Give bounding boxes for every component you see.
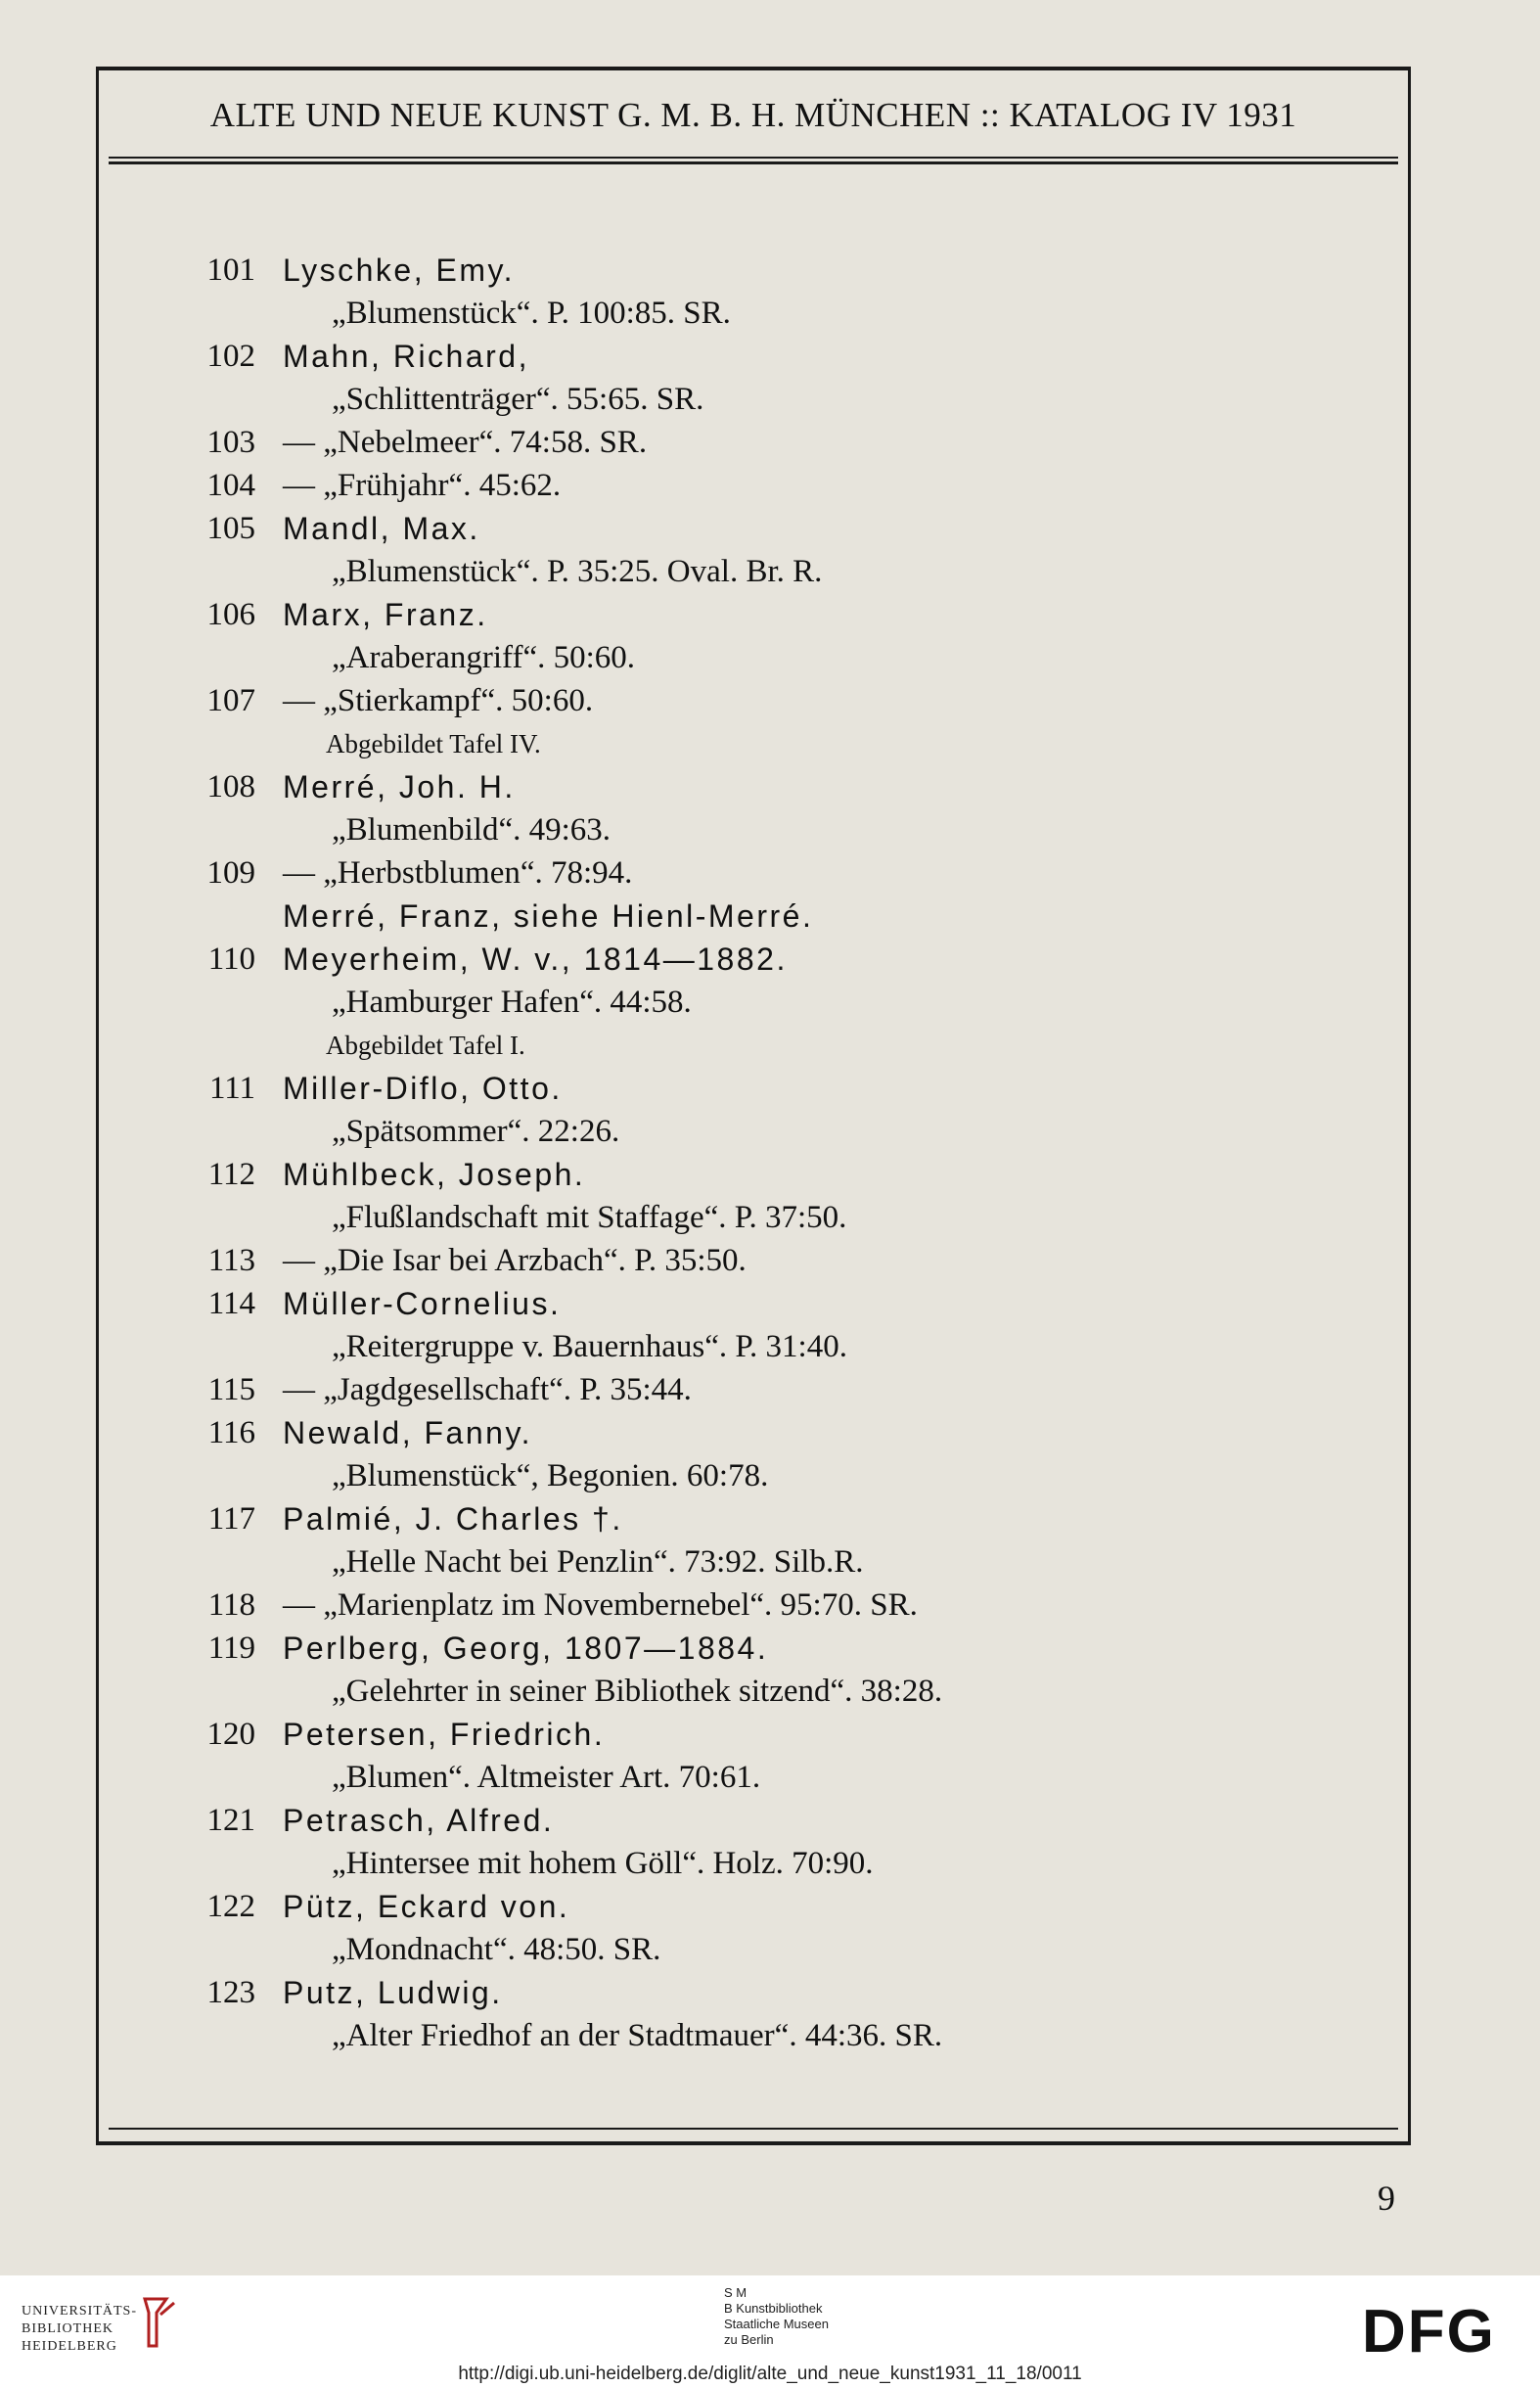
catalog-line bbox=[189, 1239, 1343, 1282]
artist-name: Petrasch, Alfred. bbox=[283, 1803, 555, 1838]
artwork-title: „Hintersee mit hohem Göll“. Holz. 70:90. bbox=[332, 1846, 874, 1881]
catalog-line bbox=[189, 1540, 1343, 1584]
source-url-link[interactable]: http://digi.ub.uni-heidelberg.de/diglit/alte_und_neue_kunst1931_11_18/0011 bbox=[458, 2364, 1082, 2384]
artwork-title: „Gelehrter in seiner Bibliothek sitzend“. 38:28. bbox=[332, 1674, 943, 1709]
catalog-line bbox=[189, 938, 1343, 981]
lot-number: 117 bbox=[207, 1501, 255, 1537]
catalog-line bbox=[189, 1110, 1343, 1153]
university-line: HEIDELBERG bbox=[22, 2339, 117, 2354]
catalog-line bbox=[189, 1842, 1343, 1885]
catalog-line bbox=[189, 1756, 1343, 1799]
page-number: 9 bbox=[1378, 2179, 1395, 2218]
catalog-line bbox=[189, 1670, 1343, 1713]
university-library-label bbox=[22, 2303, 137, 2356]
artwork-title: — „Marienplatz im Novembernebel“. 95:70. SR. bbox=[283, 1587, 918, 1623]
lot-number: 103 bbox=[206, 425, 255, 460]
artist-name: Lyschke, Emy. bbox=[283, 253, 515, 288]
catalog-line bbox=[189, 421, 1343, 464]
catalog-line bbox=[189, 1153, 1343, 1196]
lot-number: 115 bbox=[207, 1372, 255, 1407]
catalog-line bbox=[189, 1196, 1343, 1239]
artist-name: Mühlbeck, Joseph. bbox=[283, 1157, 586, 1192]
lot-number: 121 bbox=[206, 1803, 255, 1838]
lot-number: 106 bbox=[206, 597, 255, 632]
artwork-title: „Schlittenträger“. 55:65. SR. bbox=[332, 382, 704, 417]
lot-number: 116 bbox=[207, 1415, 255, 1450]
catalog-line bbox=[189, 1454, 1343, 1497]
digitization-footer bbox=[0, 2275, 1540, 2388]
catalog-line bbox=[189, 1584, 1343, 1627]
catalog-line bbox=[189, 2014, 1343, 2057]
lot-number: 104 bbox=[206, 468, 255, 503]
artist-name: Merré, Franz, siehe Hienl-Merré. bbox=[283, 898, 814, 934]
artist-name: Palmié, J. Charles †. bbox=[283, 1501, 623, 1537]
lot-number: 108 bbox=[206, 769, 255, 804]
dfg-logo: DFG bbox=[1362, 2298, 1496, 2365]
catalog-line bbox=[189, 1627, 1343, 1670]
artwork-title: „Helle Nacht bei Penzlin“. 73:92. Silb.R. bbox=[332, 1544, 864, 1580]
smb-line: B Kunstbibliothek bbox=[724, 2301, 823, 2316]
smb-line: Staatliche Museen bbox=[724, 2317, 829, 2331]
artwork-title: — „Jagdgesellschaft“. P. 35:44. bbox=[283, 1372, 692, 1407]
lot-number: 105 bbox=[206, 511, 255, 546]
catalog-line bbox=[189, 981, 1343, 1024]
artwork-title: „Blumenstück“, Begonien. 60:78. bbox=[332, 1458, 769, 1493]
lot-number: 123 bbox=[206, 1975, 255, 2010]
lot-number: 110 bbox=[207, 941, 255, 977]
smb-line: zu Berlin bbox=[724, 2332, 774, 2347]
artist-name: Newald, Fanny. bbox=[283, 1415, 532, 1450]
catalog-line bbox=[189, 851, 1343, 895]
lot-number: 122 bbox=[206, 1889, 255, 1924]
catalog-line bbox=[189, 464, 1343, 507]
lot-number: 113 bbox=[207, 1243, 255, 1278]
lot-number: 102 bbox=[206, 339, 255, 374]
catalog-line bbox=[189, 1282, 1343, 1325]
artwork-title: „Araberangriff“. 50:60. bbox=[332, 640, 636, 675]
artwork-title: — „Frühjahr“. 45:62. bbox=[283, 468, 562, 503]
lot-number: 101 bbox=[206, 253, 255, 288]
catalog-entries bbox=[189, 249, 1343, 2057]
artwork-title: — „Nebelmeer“. 74:58. SR. bbox=[283, 425, 648, 460]
catalog-line bbox=[189, 636, 1343, 679]
catalog-line bbox=[189, 1411, 1343, 1454]
catalog-line bbox=[189, 1368, 1343, 1411]
smb-line: S M bbox=[724, 2285, 747, 2300]
bottom-rule bbox=[109, 2128, 1398, 2130]
illustration-note: Abgebildet Tafel I. bbox=[326, 1031, 525, 1060]
catalog-line bbox=[189, 1971, 1343, 2014]
artist-name: Marx, Franz. bbox=[283, 597, 488, 632]
artwork-title: — „Stierkampf“. 50:60. bbox=[283, 683, 594, 718]
catalog-line bbox=[189, 1497, 1343, 1540]
artist-name: Merré, Joh. H. bbox=[283, 769, 516, 804]
artist-name: Putz, Ludwig. bbox=[283, 1975, 503, 2010]
catalog-line bbox=[189, 593, 1343, 636]
university-logo-icon bbox=[137, 2293, 182, 2352]
catalog-line bbox=[189, 1885, 1343, 1928]
artist-name: Mandl, Max. bbox=[283, 511, 480, 546]
artist-name: Miller-Diflo, Otto. bbox=[283, 1071, 563, 1106]
catalog-line bbox=[189, 550, 1343, 593]
catalog-line bbox=[189, 1928, 1343, 1971]
illustration-note: Abgebildet Tafel IV. bbox=[326, 729, 541, 758]
artist-name: Mahn, Richard, bbox=[283, 339, 529, 374]
artist-name: Meyerheim, W. v., 1814—1882. bbox=[283, 941, 788, 977]
catalog-line bbox=[189, 1024, 1343, 1067]
artist-name: Perlberg, Georg, 1807—1884. bbox=[283, 1630, 769, 1666]
artwork-title: „Blumenstück“. P. 35:25. Oval. Br. R. bbox=[332, 554, 823, 589]
lot-number: 120 bbox=[206, 1717, 255, 1752]
page-header: ALTE UND NEUE KUNST G. M. B. H. MÜNCHEN :: KATALOG IV 1931 bbox=[209, 96, 1297, 134]
artwork-title: „Blumen“. Altmeister Art. 70:61. bbox=[332, 1760, 761, 1795]
university-line: UNIVERSITÄTS- bbox=[22, 2304, 137, 2319]
catalog-line bbox=[189, 378, 1343, 421]
lot-number: 118 bbox=[207, 1587, 255, 1623]
artwork-title: „Mondnacht“. 48:50. SR. bbox=[332, 1932, 661, 1967]
artist-name: Müller-Cornelius. bbox=[283, 1286, 562, 1321]
header-rule bbox=[109, 157, 1398, 159]
catalog-line bbox=[189, 722, 1343, 765]
catalog-line bbox=[189, 765, 1343, 808]
catalog-line bbox=[189, 1713, 1343, 1756]
artwork-title: „Flußlandschaft mit Staffage“. P. 37:50. bbox=[332, 1200, 847, 1235]
catalog-line bbox=[189, 1067, 1343, 1110]
artwork-title: — „Herbstblumen“. 78:94. bbox=[283, 855, 633, 891]
catalog-line bbox=[189, 507, 1343, 550]
lot-number: 111 bbox=[208, 1071, 255, 1106]
artwork-title: „Reitergruppe v. Bauernhaus“. P. 31:40. bbox=[332, 1329, 847, 1364]
lot-number: 119 bbox=[207, 1630, 255, 1666]
catalog-line bbox=[189, 1325, 1343, 1368]
artist-name: Pütz, Eckard von. bbox=[283, 1889, 570, 1924]
artwork-title: „Blumenbild“. 49:63. bbox=[332, 812, 611, 848]
catalog-line bbox=[189, 292, 1343, 335]
smb-label bbox=[724, 2285, 829, 2348]
catalog-line bbox=[189, 808, 1343, 851]
catalog-line bbox=[189, 679, 1343, 722]
catalog-line bbox=[189, 335, 1343, 378]
lot-number: 112 bbox=[207, 1157, 255, 1192]
artist-name: Petersen, Friedrich. bbox=[283, 1717, 606, 1752]
lot-number: 114 bbox=[207, 1286, 255, 1321]
catalog-line bbox=[189, 895, 1343, 938]
artwork-title: „Spätsommer“. 22:26. bbox=[332, 1114, 620, 1149]
artwork-title: „Blumenstück“. P. 100:85. SR. bbox=[332, 296, 731, 331]
catalog-line bbox=[189, 1799, 1343, 1842]
artwork-title: „Hamburger Hafen“. 44:58. bbox=[332, 985, 692, 1020]
artwork-title: „Alter Friedhof an der Stadtmauer“. 44:36. SR. bbox=[332, 2018, 943, 2053]
page-frame bbox=[96, 67, 1411, 2145]
header-rule-double bbox=[109, 161, 1398, 164]
catalog-line bbox=[189, 249, 1343, 292]
university-line: BIBLIOTHEK bbox=[22, 2321, 113, 2336]
artwork-title: — „Die Isar bei Arzbach“. P. 35:50. bbox=[283, 1243, 747, 1278]
lot-number: 107 bbox=[206, 683, 255, 718]
lot-number: 109 bbox=[206, 855, 255, 891]
